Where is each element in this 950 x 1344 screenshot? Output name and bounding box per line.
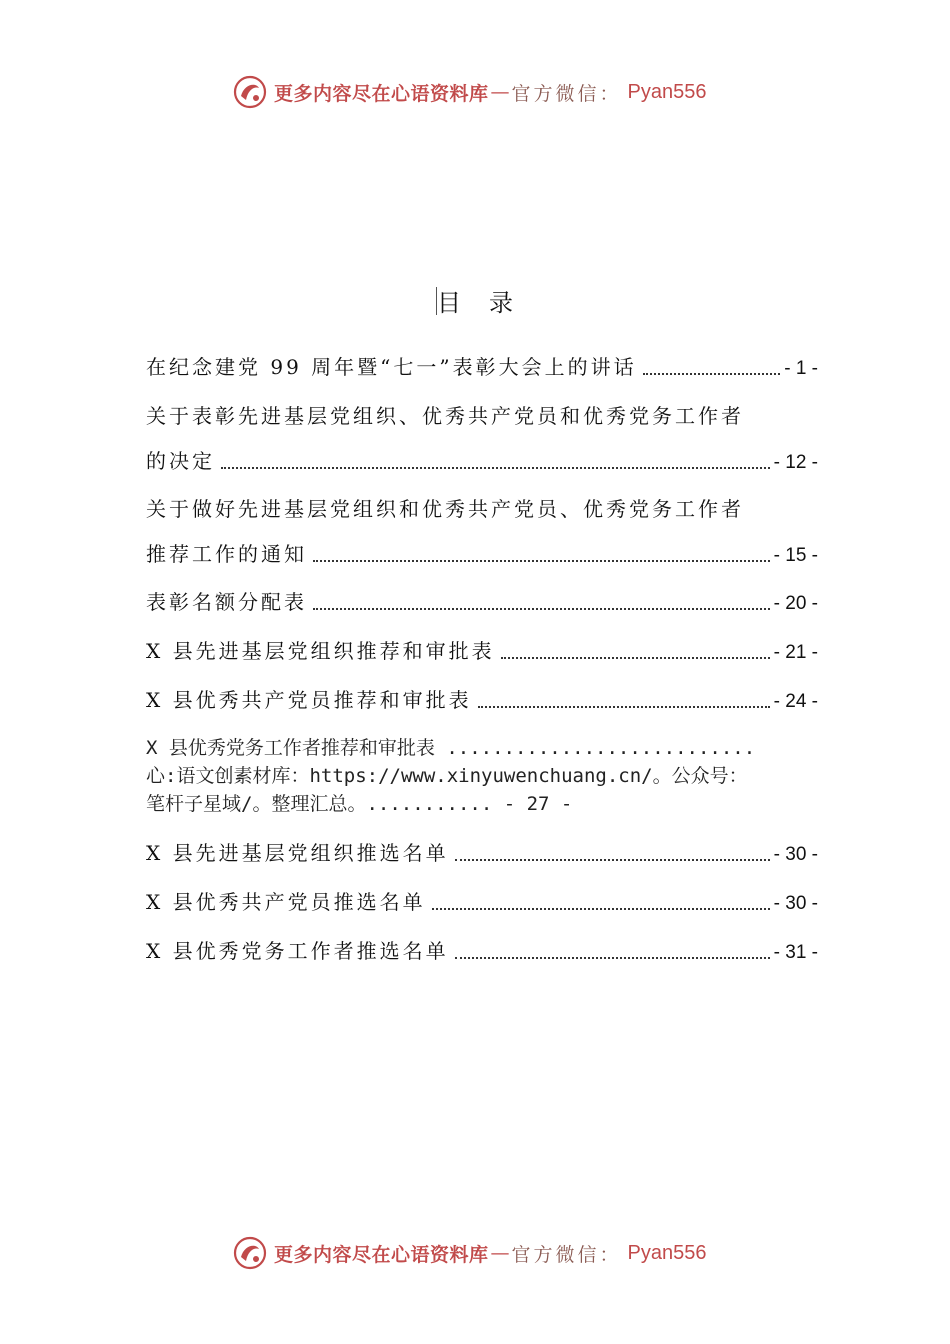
toc-entry[interactable] bbox=[146, 885, 818, 915]
toc-entry-title: X 县先进基层党组织推荐和审批表 bbox=[146, 639, 495, 663]
toc-entry[interactable] bbox=[146, 934, 818, 964]
toc-leader-dots bbox=[313, 559, 770, 562]
toc-entry[interactable] bbox=[146, 836, 818, 866]
toc-mono-line: X 县优秀党务工作者推荐和审批表 ........................... bbox=[146, 737, 756, 759]
toc-entry-title-line1[interactable]: 关于表彰先进基层党组织、优秀共产党员和优秀党务工作者 bbox=[146, 404, 744, 428]
toc-entry[interactable] bbox=[146, 634, 818, 664]
brand-logo-icon bbox=[232, 1235, 268, 1271]
toc-entry-page: - 1 - bbox=[784, 358, 818, 379]
toc-leader-dots bbox=[432, 907, 770, 910]
toc-leader-dots bbox=[455, 956, 770, 959]
toc-entry-page: - 20 - bbox=[773, 593, 818, 614]
toc-leader-dots bbox=[313, 607, 770, 610]
banner-wechat-id: Pyan556 bbox=[627, 80, 707, 103]
toc-leader-dots bbox=[501, 656, 770, 659]
banner-main-text: 更多内容尽在心语资料库 bbox=[274, 82, 489, 105]
toc-leader-dots bbox=[221, 466, 770, 469]
banner-dash: — bbox=[490, 81, 510, 103]
toc-entry[interactable] bbox=[146, 350, 818, 380]
banner-wechat-id: Pyan556 bbox=[627, 1241, 707, 1264]
banner-wechat-label: 官方微信： bbox=[511, 82, 622, 105]
toc-leader-dots bbox=[643, 372, 781, 375]
toc-leader-dots bbox=[455, 858, 770, 861]
toc-entry-title: 表彰名额分配表 bbox=[146, 590, 307, 614]
toc-mono-line: 笔杆子星域/。整理汇总。........... - 27 - bbox=[146, 793, 573, 815]
toc-entry-page: - 12 - bbox=[773, 452, 818, 473]
toc-entry-page: - 24 - bbox=[773, 691, 818, 712]
banner-main-text: 更多内容尽在心语资料库 bbox=[274, 1243, 489, 1266]
toc-entry-title: 在纪念建党 99 周年暨“七一”表彰大会上的讲话 bbox=[146, 355, 637, 379]
banner-wechat-label: 官方微信： bbox=[511, 1243, 622, 1266]
toc-entry[interactable] bbox=[146, 537, 818, 567]
toc-entry[interactable] bbox=[146, 683, 818, 713]
toc-entry[interactable] bbox=[146, 444, 818, 474]
toc-entry-page: - 31 - bbox=[773, 942, 818, 963]
toc-entry-title: 推荐工作的通知 bbox=[146, 542, 307, 566]
banner-dash: — bbox=[490, 1242, 510, 1264]
toc-entry[interactable] bbox=[146, 585, 818, 615]
toc-entry-title: X 县优秀党务工作者推选名单 bbox=[146, 939, 449, 963]
toc-mono-line: 心:语文创素材库：https://www.xinyuwenchuang.cn/。公众号： bbox=[146, 765, 748, 787]
toc-entry-title: X 县先进基层党组织推选名单 bbox=[146, 841, 449, 865]
toc-entry-title: 的决定 bbox=[146, 449, 215, 473]
toc-entry-title-line1[interactable]: 关于做好先进基层党组织和优秀共产党员、优秀党务工作者 bbox=[146, 497, 744, 521]
toc-entry-page: - 30 - bbox=[773, 844, 818, 865]
toc-title: 目录 bbox=[437, 289, 541, 317]
toc-entry-mono[interactable] bbox=[146, 734, 876, 818]
brand-logo-icon bbox=[232, 74, 268, 110]
toc-entry-page: - 15 - bbox=[773, 545, 818, 566]
toc-entry-page: - 30 - bbox=[773, 893, 818, 914]
footer-watermark-banner bbox=[232, 1235, 707, 1271]
toc-entry-title: X 县优秀共产党员推选名单 bbox=[146, 890, 426, 914]
toc-leader-dots bbox=[478, 705, 770, 708]
toc-entry-page: - 21 - bbox=[773, 642, 818, 663]
header-watermark-banner bbox=[232, 74, 707, 110]
toc-entry-title: X 县优秀共产党员推荐和审批表 bbox=[146, 688, 472, 712]
